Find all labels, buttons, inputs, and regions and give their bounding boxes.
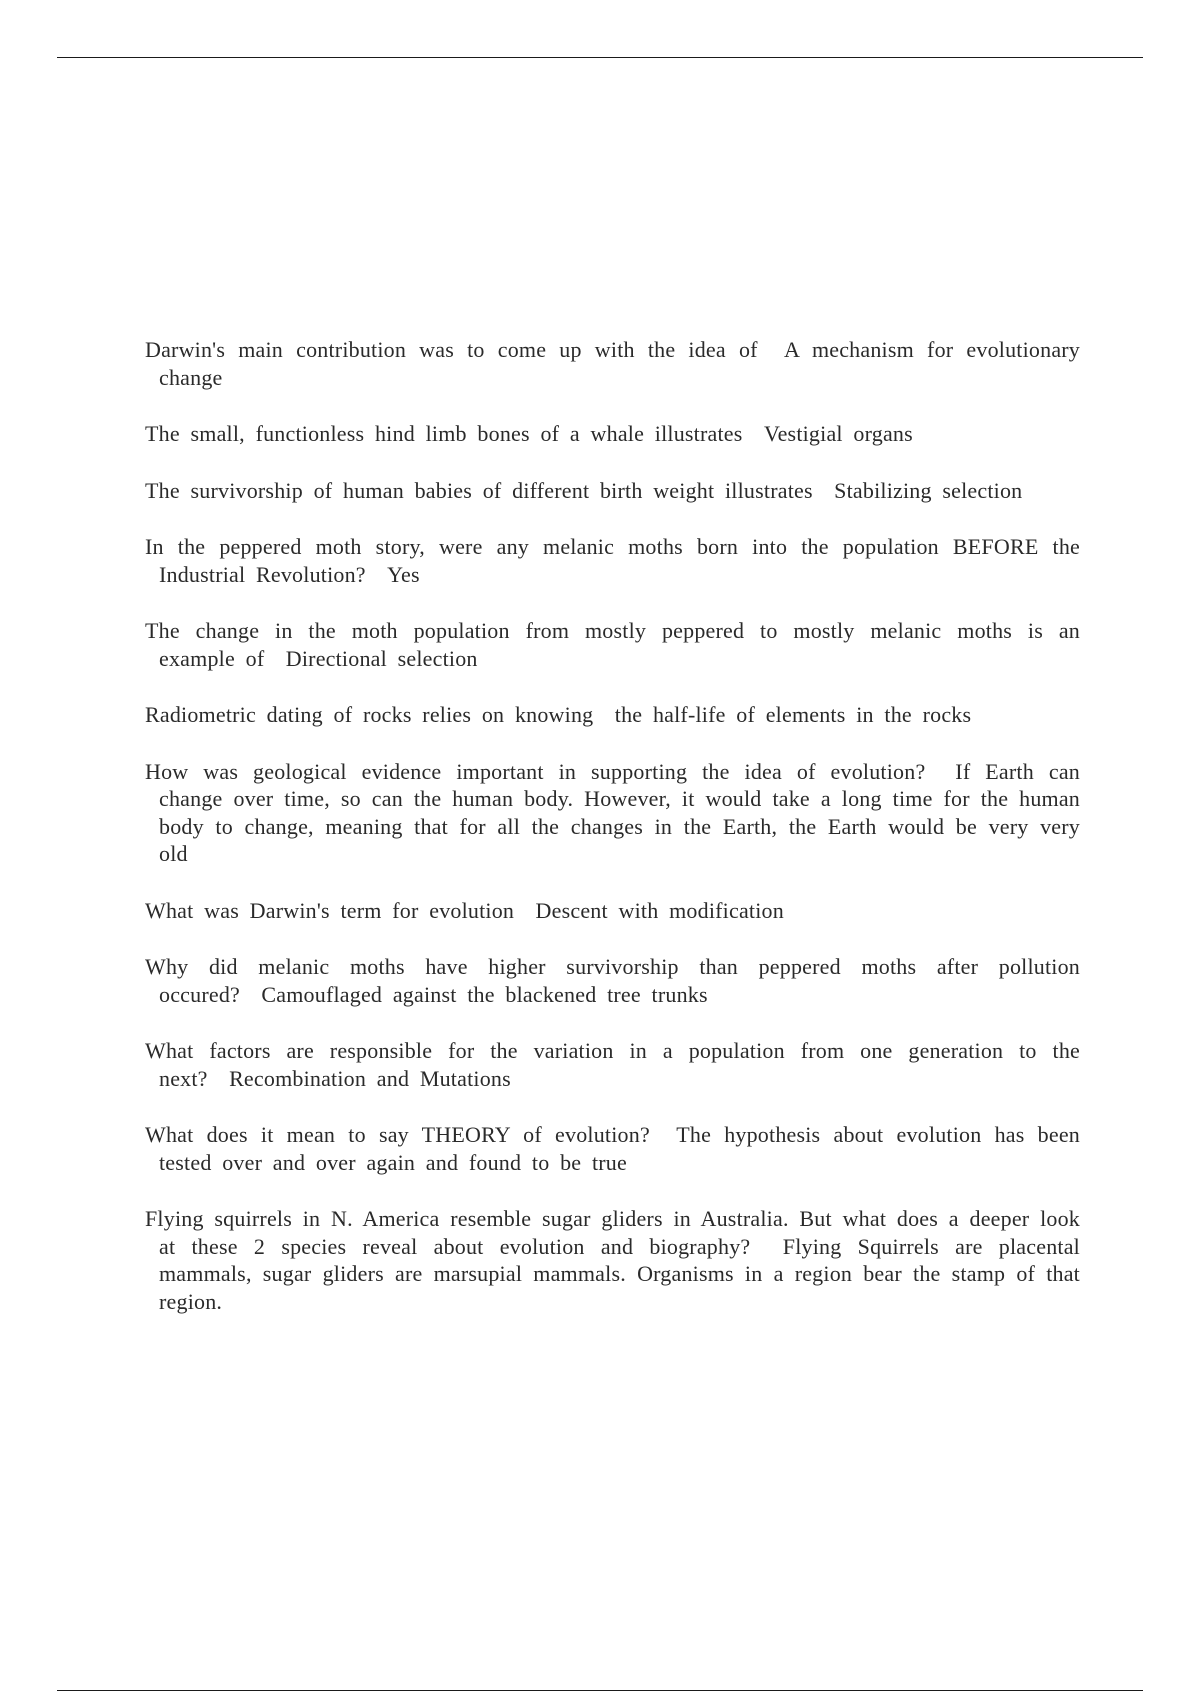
flashcard-answer: A mechanism for evolutionary change: [159, 337, 1081, 390]
flashcard-list: [145, 336, 1080, 1344]
flashcard-answer: The hypothesis about evolution has been tested over and over again and found to be true: [159, 1122, 1080, 1175]
flashcard-question: Flying squirrels in N. America resemble sugar gliders in Australia. But what does a deeper look at these 2 species reveal about evolution and biography?: [145, 1206, 1080, 1259]
flashcard-question: What factors are responsible for the variation in a population from one generation to the next?: [145, 1038, 1080, 1091]
flashcard-answer: Flying Squirrels are placental mammals, sugar gliders are marsupial mammals. Organisms in a region bear the stamp of that region.: [159, 1233, 1080, 1314]
flashcard-answer: Vestigial organs: [763, 421, 913, 446]
flashcard-answer: Descent with modification: [535, 897, 784, 923]
flashcard-question: What does it mean to say THEORY of evolution?: [145, 1122, 650, 1147]
header-rule: [57, 57, 1143, 58]
flashcard-answer: If Earth can change over time, so can the human body. However, it would take a long time for the human body to change, meaning that for all the changes in the Earth, the Earth would be very very old: [159, 758, 1080, 866]
flashcard-answer: Directional selection: [285, 645, 478, 671]
flashcard-question: Radiometric dating of rocks relies on knowing: [145, 702, 594, 727]
flashcard-item: [145, 420, 1080, 448]
flashcard-answer: Yes: [387, 561, 420, 587]
flashcard-question: What was Darwin's term for evolution: [145, 897, 515, 923]
flashcard-item: [145, 1037, 1080, 1092]
flashcard-item: [145, 477, 1080, 505]
flashcard-item: [145, 336, 1080, 391]
flashcard-question: The survivorship of human babies of different birth weight illustrates: [145, 477, 813, 503]
flashcard-answer: Stabilizing selection: [834, 477, 1023, 503]
flashcard-item: [145, 533, 1080, 588]
flashcard-item: [145, 701, 1080, 729]
flashcard-item: [145, 1205, 1080, 1315]
footer-rule: [57, 1690, 1143, 1691]
flashcard-answer: Recombination and Mutations: [229, 1065, 511, 1091]
flashcard-question: Darwin's main contribution was to come up with the idea of: [145, 337, 758, 362]
flashcard-question: The change in the moth population from mostly peppered to mostly melanic moths is an example of: [145, 618, 1080, 671]
flashcard-item: [145, 1121, 1080, 1176]
flashcard-item: [145, 617, 1080, 672]
flashcard-question: The small, functionless hind limb bones of a whale illustrates: [145, 421, 743, 446]
flashcard-answer: Camouflaged against the blackened tree trunks: [261, 981, 708, 1007]
flashcard-item: [145, 953, 1080, 1008]
flashcard-item: [145, 897, 1080, 925]
flashcard-item: [145, 758, 1080, 868]
flashcard-question: In the peppered moth story, were any melanic moths born into the population BEFORE the Industrial Revolution?: [145, 534, 1080, 587]
flashcard-answer: the half-life of elements in the rocks: [614, 702, 972, 727]
flashcard-question: How was geological evidence important in supporting the idea of evolution?: [145, 758, 926, 784]
flashcard-question: Why did melanic moths have higher survivorship than peppered moths after pollution occured?: [145, 954, 1080, 1007]
